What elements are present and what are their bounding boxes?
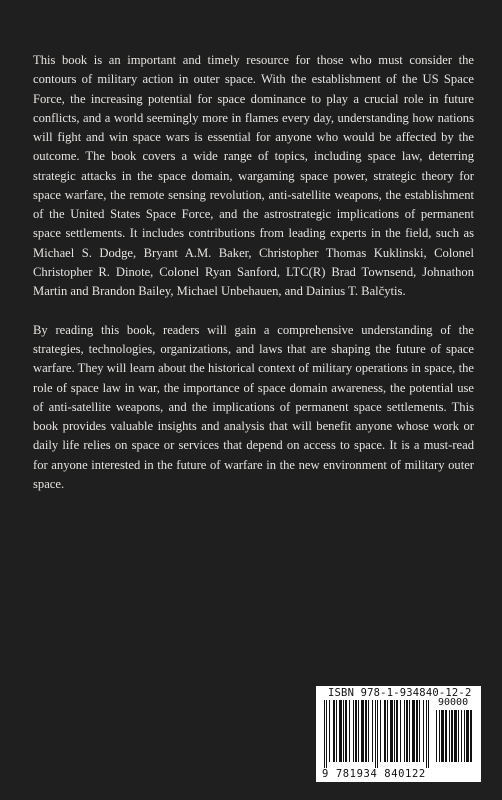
barcode-bar xyxy=(426,700,427,768)
barcode-bar xyxy=(441,710,444,762)
barcode-bar xyxy=(439,710,440,762)
barcode-bar xyxy=(387,700,388,762)
barcode-bar xyxy=(454,710,457,762)
barcode-bar xyxy=(466,710,469,762)
barcode-bar xyxy=(336,700,337,762)
barcode-bar xyxy=(394,700,395,762)
barcode-bar xyxy=(355,700,357,762)
barcode-digits: 9 781934 840122 xyxy=(322,768,426,780)
barcode-bar xyxy=(329,700,330,762)
barcode-bar xyxy=(324,700,325,768)
barcode-bar xyxy=(458,710,459,762)
barcode-bar xyxy=(326,700,327,768)
barcode-bar xyxy=(390,700,393,762)
barcode-bar xyxy=(358,700,359,762)
barcode-bar xyxy=(343,700,344,762)
barcode-bar xyxy=(449,710,450,762)
barcode-bar xyxy=(404,700,405,762)
barcode-bar xyxy=(377,700,378,768)
price-code: 90000 xyxy=(438,697,469,708)
barcode-bar xyxy=(345,700,347,762)
barcode-bar xyxy=(412,700,415,762)
isbn-label: ISBN 978-1-934840-12-2 xyxy=(328,687,472,699)
barcode-bar xyxy=(470,710,472,762)
barcode-bar xyxy=(461,710,462,762)
price-barcode-bars xyxy=(436,710,476,768)
ean-barcode-bars xyxy=(324,700,434,768)
barcode-bar xyxy=(423,700,424,762)
barcode-bar xyxy=(380,700,381,762)
blurb-text xyxy=(33,51,474,494)
barcode-bar xyxy=(451,710,453,762)
blurb-paragraph-1: This book is an important and timely resource for those who must consider the contours of military action in outer space. With the establishment of the US Space Force, the increasing potential for space dominance to play a crucial role in future conflicts, and a world seemingly more in flames every day, understanding how nations will fight and win space wars is essential for anyone who would be affected by the outcome. The book covers a wide range of topics, including space law, deterring strategic attacks in the space domain, wargaming space power, strategic theory for space warfare, the remote sensing revolution, anti-satellite weapons, the establishment of the United States Space Force, and the astrostrategic implications of permanent space settlements. It includes contributions from leading experts in the field, such as Michael S. Dodge, Bryant A.M. Baker, Christopher Thomas Kuklinski, Colonel Christopher R. Dinote, Colonel Ryan Sanford, LTC(R) Brad Townsend, Johnathon Martin and Brandon Bailey, Michael Unbehauen, and Dainius T. Balčytis. xyxy=(33,53,474,298)
barcode-bar xyxy=(365,700,367,762)
barcode-bar xyxy=(353,700,354,762)
barcode-bar xyxy=(400,700,401,762)
barcode-bar xyxy=(375,700,376,768)
barcode-bar xyxy=(416,700,418,762)
barcode-bar xyxy=(339,700,342,762)
barcode-bar xyxy=(445,710,447,762)
barcode-bar xyxy=(333,700,335,762)
isbn-barcode xyxy=(316,686,481,782)
barcode-bar xyxy=(361,700,364,762)
barcode-bar xyxy=(372,700,373,762)
barcode-bar xyxy=(368,700,369,762)
barcode-bar xyxy=(428,700,429,768)
barcode-bar xyxy=(464,710,465,762)
barcode-bar xyxy=(396,700,398,762)
barcode-bar xyxy=(349,700,350,762)
barcode-bar xyxy=(384,700,386,762)
blurb-paragraph-2: By reading this book, readers will gain a comprehensive understanding of the strategies, technologies, organizations, and laws that are shaping the future of space warfare. They will learn about the historical context of military operations in space, the role of space law in war, the importance of space domain awareness, the potential use of anti-satellite weapons, and the implications of permanent space settlements. This book provides valuable insights and analysis that will benefit anyone whose work or daily life relies on space or services that depend on access to space. It is a must-read for anyone interested in the future of warfare in the new environment of military outer space. xyxy=(33,322,474,491)
barcode-bar xyxy=(436,710,437,762)
barcode-bar xyxy=(406,700,408,762)
barcode-bar xyxy=(409,700,410,762)
barcode-bar xyxy=(419,700,420,762)
